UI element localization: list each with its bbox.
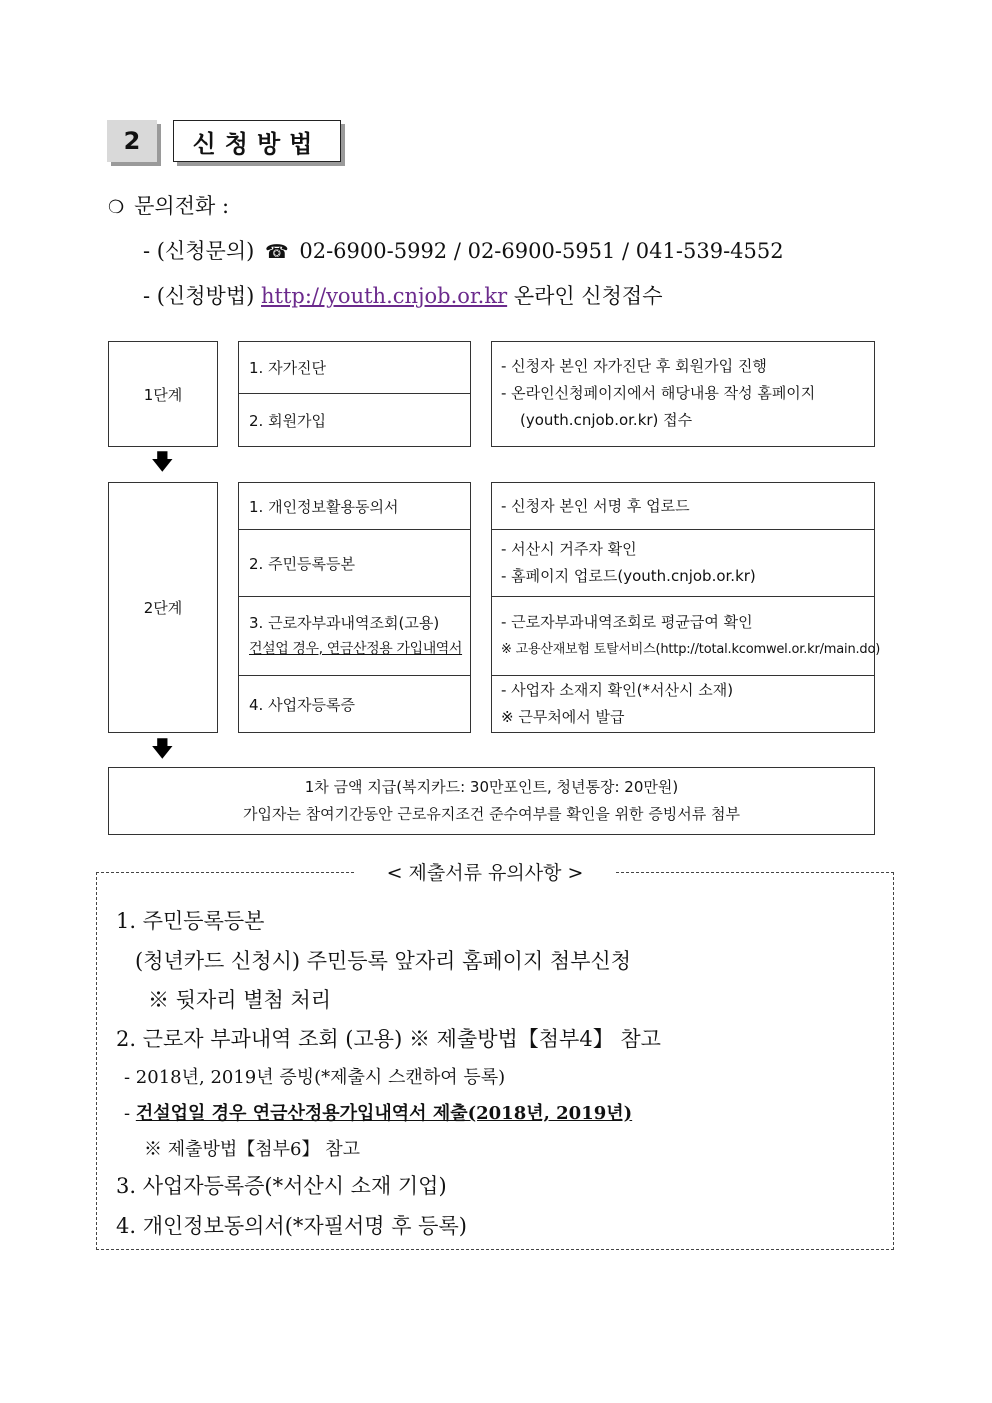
phone-icon: ☎	[265, 241, 289, 263]
note-line: ※ 제출방법【첨부6】 참고	[144, 1139, 360, 1160]
stage2-desc-line: ※ 근무처에서 발급	[501, 708, 625, 726]
stage2-item-2	[239, 530, 470, 597]
stage2-item-title: 4. 사업자등록증	[249, 695, 356, 714]
stage2-item-title: 2. 주민등록등본	[249, 554, 356, 573]
method-row	[143, 280, 663, 310]
stage1-desc	[491, 341, 875, 447]
stage2-desc-line: ※ 고용산재보험 토탈서비스(http://total.kcomwel.or.kr/main.do)	[501, 642, 881, 657]
note-line: 2. 근로자 부과내역 조회 (고용) ※ 제출방법【첨부4】 참고	[116, 1027, 661, 1051]
stage1-item-1: 1. 자가진단	[239, 342, 470, 394]
stage2-desc-4	[492, 676, 874, 732]
stage1-desc-line: (youth.cnjob.or.kr) 접수	[520, 411, 693, 429]
phone-label: - (신청문의)	[143, 239, 255, 263]
stage2-items	[238, 482, 471, 733]
stage1-label: 1단계	[108, 341, 218, 447]
stage2-item-1	[239, 483, 470, 530]
note-dash: -	[124, 1103, 131, 1124]
stage2-desc	[491, 482, 881, 733]
stage1-item-2: 2. 회원가입	[249, 411, 327, 430]
final-step-box	[108, 767, 875, 835]
note-bold-text: 건설업일 경우 연금산정용가입내역서 제출(2018년, 2019년)	[135, 1103, 633, 1124]
down-arrow-icon: 🡇	[151, 450, 174, 475]
note-line: 4. 개인정보동의서(*자필서명 후 등록)	[116, 1214, 467, 1238]
stage1-desc-line: - 신청자 본인 자가진단 후 회원가입 진행	[501, 357, 767, 375]
stage2-desc-line: - 근로자부과내역조회로 평균급여 확인	[501, 613, 753, 631]
note-line: 1. 주민등록등본	[116, 909, 265, 933]
stage2-desc-line: - 홈페이지 업로드(youth.cnjob.or.kr)	[501, 567, 756, 585]
apply-link[interactable]: http://youth.cnjob.or.kr	[261, 284, 508, 308]
contact-heading-row	[108, 190, 229, 220]
note-line-bold	[124, 1099, 632, 1125]
stage2-item-3	[239, 597, 470, 676]
final-line-2: 가입자는 참여기간동안 근로유지조건 준수여부를 확인을 위한 증빙서류 첨부	[242, 805, 741, 823]
note-line: 3. 사업자등록증(*서산시 소재 기업)	[116, 1174, 447, 1198]
stage2-desc-line: - 사업자 소재지 확인(*서산시 소재)	[501, 681, 734, 699]
section-title: 신청방법	[173, 120, 341, 162]
stage1-desc-line: - 온라인신청페이지에서 해당내용 작성 홈페이지	[501, 384, 816, 402]
stage2-item-title: 3. 근로자부과내역조회(고용)	[249, 614, 440, 632]
section-number: 2	[107, 120, 157, 162]
stage2-label: 2단계	[108, 482, 218, 733]
stage2-item-4	[239, 676, 470, 732]
phone-numbers: 02-6900-5992 / 02-6900-5951 / 041-539-4552	[299, 239, 784, 263]
down-arrow-icon: 🡇	[151, 737, 174, 762]
stage2-item-title: 1. 개인정보활용동의서	[249, 497, 399, 516]
stage2-desc-line: - 서산시 거주자 확인	[501, 540, 637, 558]
note-line: ※ 뒷자리 별첨 처리	[148, 988, 332, 1012]
method-label: - (신청방법)	[143, 284, 255, 308]
phone-row	[143, 235, 784, 265]
method-suffix: 온라인 신청접수	[513, 284, 663, 308]
notes-title: < 제출서류 유의사항 >	[355, 858, 615, 885]
stage2-desc-3	[492, 597, 881, 676]
circle-bullet-icon: ❍	[108, 197, 125, 218]
note-line: (청년카드 신청시) 주민등록 앞자리 홈페이지 첨부신청	[135, 949, 632, 973]
note-line: - 2018년, 2019년 증빙(*제출시 스캔하여 등록)	[124, 1067, 506, 1088]
stage2-item-sub: 건설업 경우, 연금산정용 가입내역서	[249, 641, 463, 657]
stage2-desc-line: - 신청자 본인 서명 후 업로드	[501, 496, 690, 515]
final-line-1: 1차 금액 지급(복지카드: 30만포인트, 청년통장: 20만원)	[304, 778, 679, 796]
stage2-desc-2	[492, 530, 874, 597]
contact-heading: 문의전화 :	[134, 194, 230, 218]
stage2-desc-1	[492, 483, 874, 530]
stage1-items	[238, 341, 471, 447]
